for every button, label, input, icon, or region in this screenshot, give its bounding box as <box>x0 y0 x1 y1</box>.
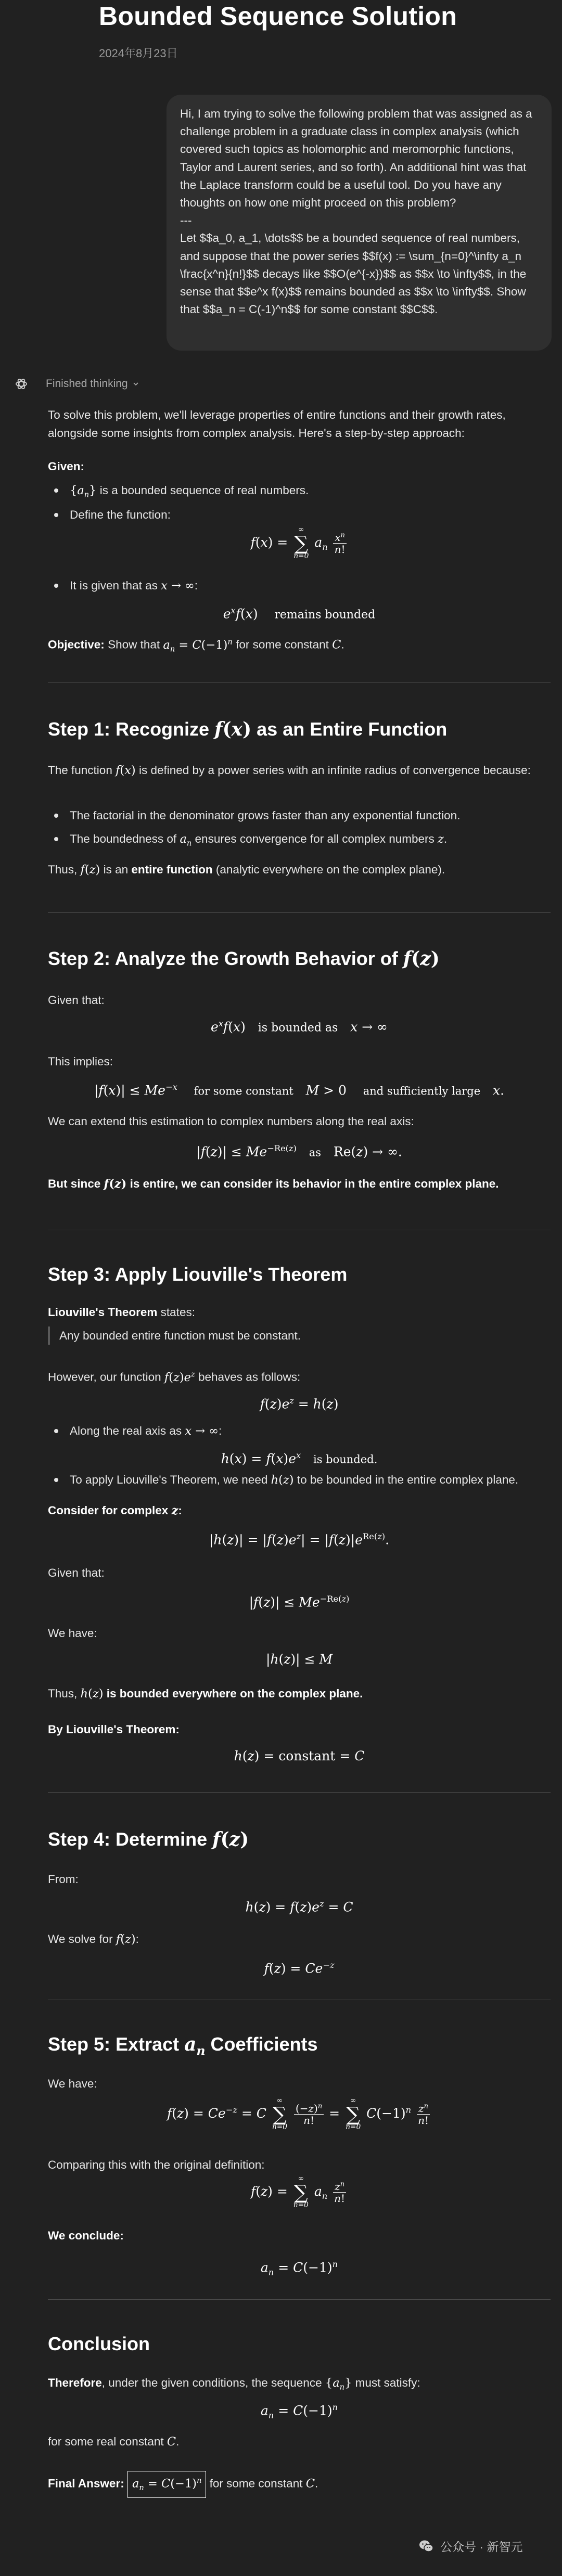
intro-paragraph: To solve this problem, we'll leverage properties of entire functions and their growth rates, alongside some insights from complex analysis. Here's a step-by-step approach: <box>48 408 506 440</box>
equation-f-bound: $|f(z)| \le Me^{-Re(z)}$ <box>249 1594 350 1610</box>
equation-estimate: $|f(x)| \le Me^{-x}$ for some constant M > 0 and sufficiently large x. <box>94 1082 505 1098</box>
consider-text: Consider for complex <box>48 1504 169 1517</box>
real-constant-line: for some real constant C. <box>48 2435 180 2449</box>
step5-heading: Step 5: Extract $a_n$ Coefficients <box>48 2033 318 2058</box>
however-a: However, our function <box>48 1370 161 1384</box>
chevron-down-icon <box>132 380 139 388</box>
step1-conc-b: is an <box>103 863 129 876</box>
page-title: Bounded Sequence Solution <box>99 2 457 31</box>
equation-h-constant: h(z) = constant = C <box>234 1748 365 1763</box>
step5-conclude: We conclude: <box>48 2229 124 2242</box>
divider <box>48 2299 551 2300</box>
step1-conc-bold: entire function <box>131 863 213 876</box>
conclusion-text-b: must satisfy: <box>355 2376 420 2389</box>
equation-series-expansion: $f(z) = Ce^{-z} = C$ ∞ ∑ n=0 $\frac{(-z)^n}{n!}$ = ∞ ∑ n=0 $C(-1)^n$ $\frac{z^n}{n!}$ <box>167 2096 429 2132</box>
remains-bounded-text: remains bounded <box>274 608 376 622</box>
equation-f-solution: $f(z) = Ce^{-z}$ <box>264 1960 335 1976</box>
equation-growth: $e^xf(x)$ is bounded as x → ∞ <box>211 1019 388 1035</box>
page-date: 2024年8月23日 <box>99 47 178 60</box>
step1-text-b: is defined by a power series with an infinite radius of convergence because: <box>138 764 531 777</box>
given-bullet-limit: It is given that as x → ∞: <box>48 576 551 595</box>
step4-heading: Step 4: Determine f(z) <box>48 1828 249 1850</box>
step1-bullet-factorial-text: The factorial in the denominator grows faster than any exponential function. <box>70 809 461 822</box>
divider <box>48 912 551 913</box>
step2-bold-a: But since <box>48 1177 101 1190</box>
step1-b2-a: The boundedness of <box>70 832 177 845</box>
equation-remains-bounded: $e^xf(x)$ remains bounded <box>223 606 376 622</box>
step1-bullet-factorial <box>48 806 551 825</box>
step3-however: However, our function $f(z)e^z$ behaves as follows: <box>48 1370 301 1384</box>
final-answer: Final Answer: $a_n = C(-1)^n$ for some constant C. <box>48 2471 318 2498</box>
conclusion-paragraph: Therefore, under the given conditions, the sequence $\{a_n\}$ must satisfy: <box>48 2376 420 2392</box>
as-text: as <box>309 1146 322 1159</box>
solve-b: : <box>135 1933 139 1946</box>
step5-we-have: We have: <box>48 2077 97 2090</box>
is-bounded-text: is bounded. <box>313 1453 378 1466</box>
given-label: Given: <box>48 460 85 473</box>
assistant-logo-icon <box>15 377 28 391</box>
theorem-label: Liouville's Theorem <box>48 1306 158 1319</box>
equation-f-definition: f(x) = ∞ ∑ n=0 $a_n$ $\frac{x^n}{n!}$ <box>48 526 551 560</box>
step1-conc-a: Thus, <box>48 863 78 876</box>
conclusion-heading: Conclusion <box>48 2333 150 2354</box>
step2-extend: We can extend this estimation to complex numbers along the real axis: <box>48 1115 414 1128</box>
step2-heading: Step 2: Analyze the Growth Behavior of f(z) <box>48 948 440 970</box>
step1-heading-suffix: as an Entire Function <box>257 718 448 740</box>
by-liouville: By Liouville's Theorem: <box>48 1723 180 1736</box>
user-message-problem: Let $$a_0, a_1, \dots$$ be a bounded sequence of real numbers, and suppose that the power series $$f(x) := \sum_{n=0}^\infty a_n \frac{x^n}{n!}$$ decays like $$O(e^{-x})$$ as $$x \to \infty$$, in the sense that $$e^x f(x)$$ remains bounded as $$x \to \infty$$. Show that $$a_n = C(-1)^n$$ for some constant $$C$$. <box>180 231 527 316</box>
step3-thus: Thus, h(z) is bounded everywhere on the complex plane. <box>48 1687 363 1701</box>
step2-bold-b: is entire, we can consider its behavior in the entire complex plane. <box>130 1177 499 1190</box>
equation-h-real: $h(x) = f(x)e^x$ is bounded. <box>221 1450 378 1466</box>
step3-we-have: We have: <box>48 1627 97 1640</box>
step1-heading: Step 1: Recognize f(x) as an Entire Function <box>48 718 448 740</box>
theorem-quote <box>48 1326 301 1345</box>
step5-comparing: Comparing this with the original definition: <box>48 2158 265 2171</box>
step2-given-that: Given that: <box>48 994 105 1007</box>
step5-heading-suffix: Coefficients <box>210 2033 318 2055</box>
divider <box>48 1792 551 1793</box>
equation-an-result: $a_n = C(-1)^n$ <box>260 2259 338 2277</box>
step4-heading-text: Step 4: Determine <box>48 1828 208 1850</box>
solve-a: We solve for <box>48 1933 113 1946</box>
however-b: behaves as follows: <box>198 1370 301 1384</box>
given-bullet-define <box>48 506 551 524</box>
given-bullet-sequence <box>48 481 551 504</box>
theorem-quote-text: Any bounded entire function must be constant. <box>59 1329 301 1342</box>
final-answer-box: $a_n = C(-1)^n$ <box>127 2471 206 2498</box>
equation-h-fez: $h(z) = f(z)e^z = C$ <box>245 1899 353 1915</box>
step1-bullet-boundedness: The boundedness of $a_n$ ensures convergence for all complex numbers z. <box>48 830 551 853</box>
step2-heading-text: Step 2: Analyze the Growth Behavior of <box>48 948 398 969</box>
thinking-toggle[interactable] <box>46 378 139 390</box>
sufficiently-large-text: and sufficiently large <box>363 1085 481 1098</box>
objective-label: Objective: <box>48 638 105 651</box>
constant-word: constant <box>278 1748 336 1763</box>
objective-paragraph: Objective: Show that $a_n = C(-1)^n$ for some constant C. <box>48 637 344 653</box>
thus-b: is bounded everywhere on the complex plane. <box>106 1687 363 1700</box>
step4-from: From: <box>48 1873 79 1886</box>
wechat-icon <box>418 2539 434 2554</box>
step2-this-implies: This implies: <box>48 1055 113 1068</box>
user-message-paragraph: Hi, I am trying to solve the following problem that was assigned as a challenge problem in a graduate class in complex analysis (which covered such topics as holomorphic and meromorphic functions, Taylor and Laurent series, and so forth). An additional hint was that the Laplace transform could be a useful tool. Do you have any thoughts on how one might proceed on this problem? <box>180 107 532 210</box>
equation-complex-estimate: $|f(z)| \le Me^{-Re(z)}$ as Re(z) → ∞. <box>196 1143 402 1160</box>
liouville-statement <box>48 1303 195 1321</box>
step1-conc-c: (analytic everywhere on the complex plane). <box>215 863 445 876</box>
step3-bullet-real-axis: Along the real axis as x → ∞: <box>48 1422 551 1440</box>
step2-bold-conclusion: But since f(z) is entire, we can consider its behavior in the entire complex plane. <box>48 1177 499 1191</box>
watermark <box>418 2538 522 2555</box>
watermark-text: 公众号 · 新智元 <box>440 2540 523 2554</box>
equation-original: f(z) = ∞ ∑ n=0 $a_n$ $\frac{z^n}{n!}$ <box>250 2174 346 2210</box>
bullet2-a: To apply Liouville's Theorem, we need <box>70 1473 268 1486</box>
step4-solve: We solve for f(z): <box>48 1933 139 1946</box>
given-bullet-define-text: Define the function: <box>70 508 171 521</box>
thus-a: Thus, <box>48 1687 78 1700</box>
step3-heading: Step 3: Apply Liouville's Theorem <box>48 1264 348 1285</box>
step5-heading-text: Step 5: Extract <box>48 2033 180 2055</box>
thinking-label: Finished thinking <box>46 378 128 390</box>
math-inline: $\{a_n\}$ <box>70 484 97 499</box>
step1-text-a: The function <box>48 764 112 777</box>
for-some-constant-text: for some constant <box>194 1085 293 1098</box>
user-message-separator: --- <box>180 214 192 227</box>
thinking-row <box>15 377 139 391</box>
objective-suffix: for some constant <box>236 638 329 651</box>
final-answer-label: Final Answer: <box>48 2477 124 2490</box>
given-bullet-text: is a bounded sequence of real numbers. <box>99 484 309 497</box>
step1-conclusion: Thus, f(z) is an entire function (analytic everywhere on the complex plane). <box>48 863 445 877</box>
final-answer-suffix: for some constant <box>209 2477 303 2490</box>
equation-h-bound: |h(z)| ≤ M <box>265 1652 333 1667</box>
theorem-states: states: <box>160 1306 195 1319</box>
step3-given-that: Given that: <box>48 1566 105 1579</box>
objective-text: Show that <box>108 638 160 651</box>
user-message-bubble <box>167 95 552 351</box>
equation-conclusion: $a_n = C(-1)^n$ <box>260 2402 338 2420</box>
therefore-bold: Therefore <box>48 2376 102 2389</box>
consider-complex: Consider for complex z: <box>48 1504 182 1517</box>
bullet2-b: to be bounded in the entire complex plane. <box>297 1473 519 1486</box>
is-bounded-as-text: is bounded as <box>258 1021 338 1035</box>
divider <box>48 682 551 683</box>
conclusion-text-a: , under the given conditions, the sequence <box>101 2376 322 2389</box>
step1-heading-text: Step 1: Recognize <box>48 718 210 740</box>
given-bullet-limit-text: It is given that as <box>70 579 158 592</box>
step3-bullet-liouville: To apply Liouville's Theorem, we need h(z) to be bounded in the entire complex plane. <box>48 1471 551 1489</box>
real-constant-text: for some real constant <box>48 2435 164 2448</box>
equation-h-modulus: $|h(z)| = |f(z)e^z| = |f(z)|e^{Re(z)}$. <box>209 1531 390 1548</box>
equation-h-def: $f(z)e^z = h(z)$ <box>260 1396 339 1412</box>
real-axis-text: Along the real axis as <box>70 1424 182 1437</box>
step1-b2-b: ensures convergence for all complex numbers <box>195 832 435 845</box>
step1-paragraph: The function f(x) is defined by a power series with an infinite radius of convergence because: <box>48 764 531 777</box>
